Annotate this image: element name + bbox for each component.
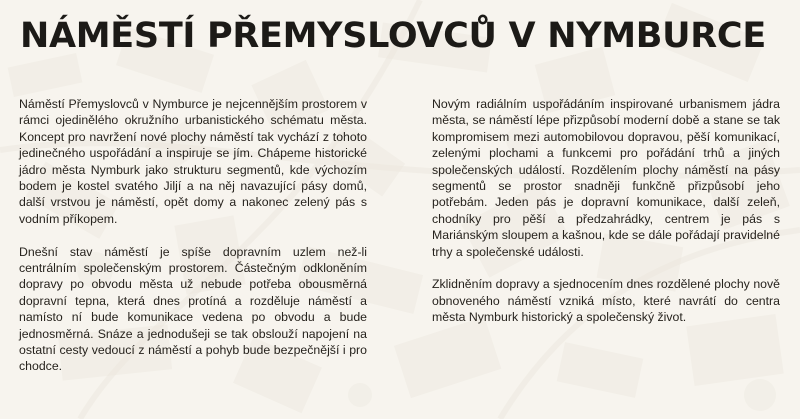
paragraph: Náměstí Přemyslovců v Nymburce je nejcennějším prostorem v rámci ojedinělého okružního urbanistického schématu města. Koncept pro navržení nové plochy náměstí tak vychází z tohoto jedinečného uspořádání a inspiruje se jím. Chápeme historické jádro města Nymburk jako strukturu segmentů, kde výchozím bodem je kostel svatého Jiljí a na něj navazující pásy domů, další vrstvou je náměstí, opět domy a nakonec zelený pás s vodním příkopem. <box>19 97 367 226</box>
paragraph: Dnešní stav náměstí je spíše dopravním uzlem než-li centrálním společenským prostorem. Částečným odkloněním dopravy po obvodu města už nebude potřeba obousměrná dopravní tepna, která dnes protíná a rozděluje náměstí a namísto ní bude komunikace vedena po obvodu a bude jednosměrná. Snáze a jednodušeji se tak obslouží napojení na ostatní cesty vedoucí z náměstí a pohyb bude bezpečnější i pro chodce. <box>19 244 367 374</box>
paragraph: Zklidněním dopravy a sjednocením dnes rozdělené plochy nově obnoveného náměstí vzniká místo, které navrátí do centra města Nymburk historický a společenský život. <box>432 277 780 325</box>
left-column <box>19 96 367 391</box>
right-column <box>432 96 780 342</box>
page-title: NÁMĚSTÍ PŘEMYSLOVCŮ V NYMBURCE <box>20 16 766 56</box>
paragraph: Novým radiálním uspořádáním inspirované urbanismem jádra města, se náměstí lépe přizpůsobí moderní době a stane se tak kompromisem mezi automobilovou dopravou, pěší komunikací, zelenými plochami a funkcemi pro pořádání trhů a jiných společenských událostí. Rozdělením plochy náměstí na pásy segmentů se prostor snadněji funkčně přizpůsobí jeho potřebám. Jeden pás je dopravní komunikace, další zeleň, chodníky pro pěší a předzahrádky, centrem je pás s Mariánským sloupem a kašnou, kde se dále pořádají pravidelné trhy a společenské události. <box>432 97 780 259</box>
